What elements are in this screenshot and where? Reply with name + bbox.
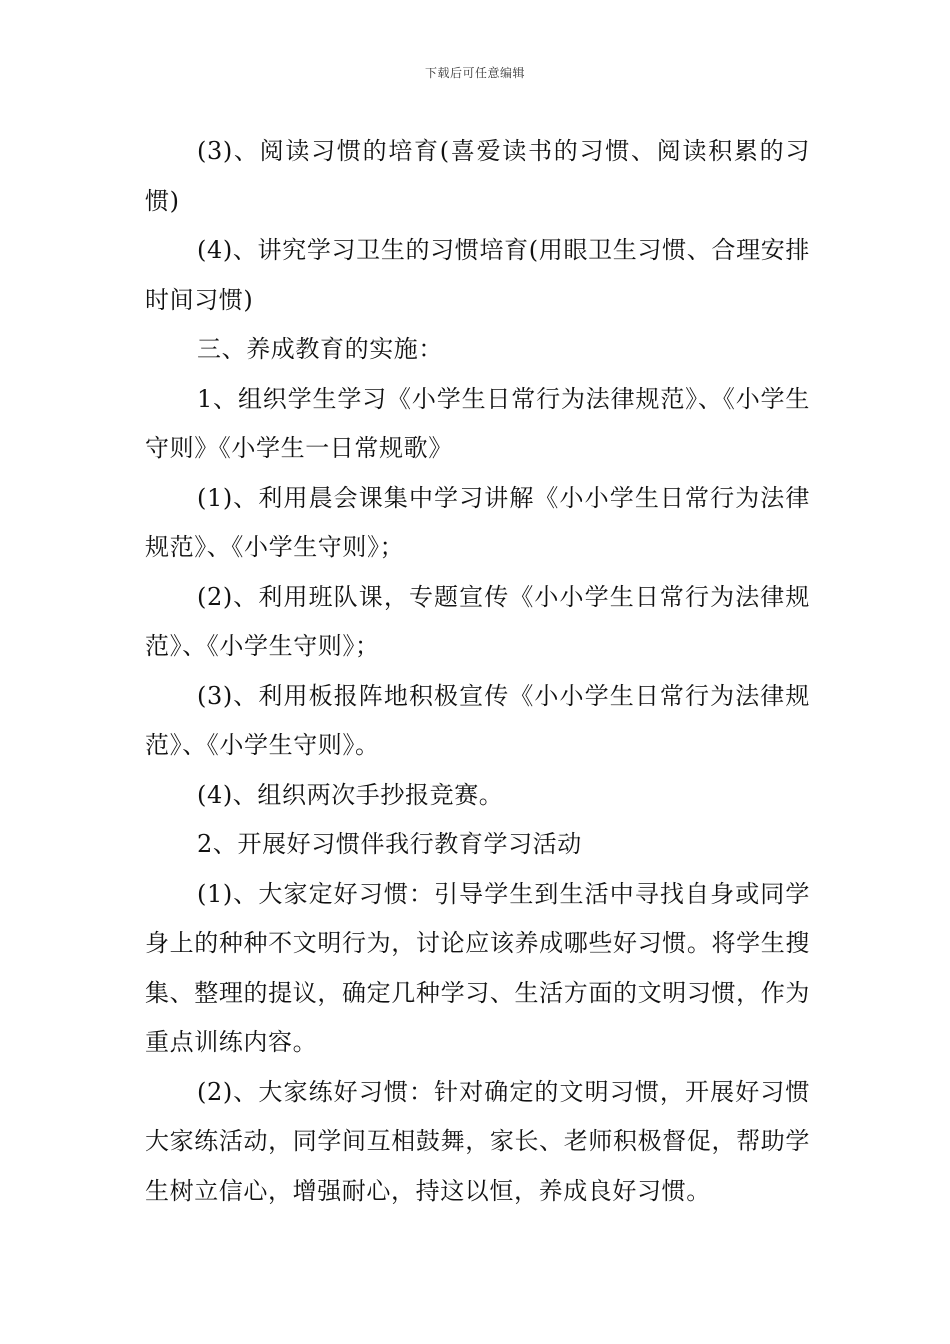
page-header: 下载后可任意编辑 — [424, 66, 525, 80]
paragraph-item-1-2: (2)、利用班队课，专题宣传《小小学生日常行为法律规范》、《小学生守则》； — [145, 582, 810, 660]
paragraph-item-1: 1、组织学生学习《小学生日常行为法律规范》、《小学生守则》《小学生一日常规歌》 — [145, 384, 810, 462]
section-heading-implementation: 三、养成教育的实施： — [197, 335, 443, 363]
paragraph-reading-habit: (3)、阅读习惯的培育(喜爱读书的习惯、阅读积累的习惯) — [145, 137, 810, 215]
paragraph-item-1-1: (1)、利用晨会课集中学习讲解《小小学生日常行为法律规范》、《小学生守则》； — [145, 483, 810, 561]
paragraph-study-hygiene-habit: (4)、讲究学习卫生的习惯培育(用眼卫生习惯、合理安排时间习惯) — [145, 236, 810, 314]
paragraph-item-2-1: (1)、大家定好习惯：引导学生到生活中寻找自身或同学身上的种种不文明行为，讨论应该养成哪些好习惯。将学生搜集、整理的提议，确定几种学习、生活方面的文明习惯，作为重点训练内容。 — [145, 879, 810, 1056]
document-body — [145, 127, 810, 1216]
paragraph-item-1-3: (3)、利用板报阵地积极宣传《小小学生日常行为法律规范》、《小学生守则》。 — [145, 681, 810, 759]
paragraph-item-2-2: (2)、大家练好习惯：针对确定的文明习惯，开展好习惯大家练活动，同学间互相鼓舞，家长、老师积极督促，帮助学生树立信心，增强耐心，持这以恒，养成良好习惯。 — [145, 1077, 810, 1205]
paragraph-item-2: 2、开展好习惯伴我行教育学习活动 — [197, 830, 582, 858]
paragraph-item-1-4: (4)、组织两次手抄报竞赛。 — [197, 780, 504, 809]
